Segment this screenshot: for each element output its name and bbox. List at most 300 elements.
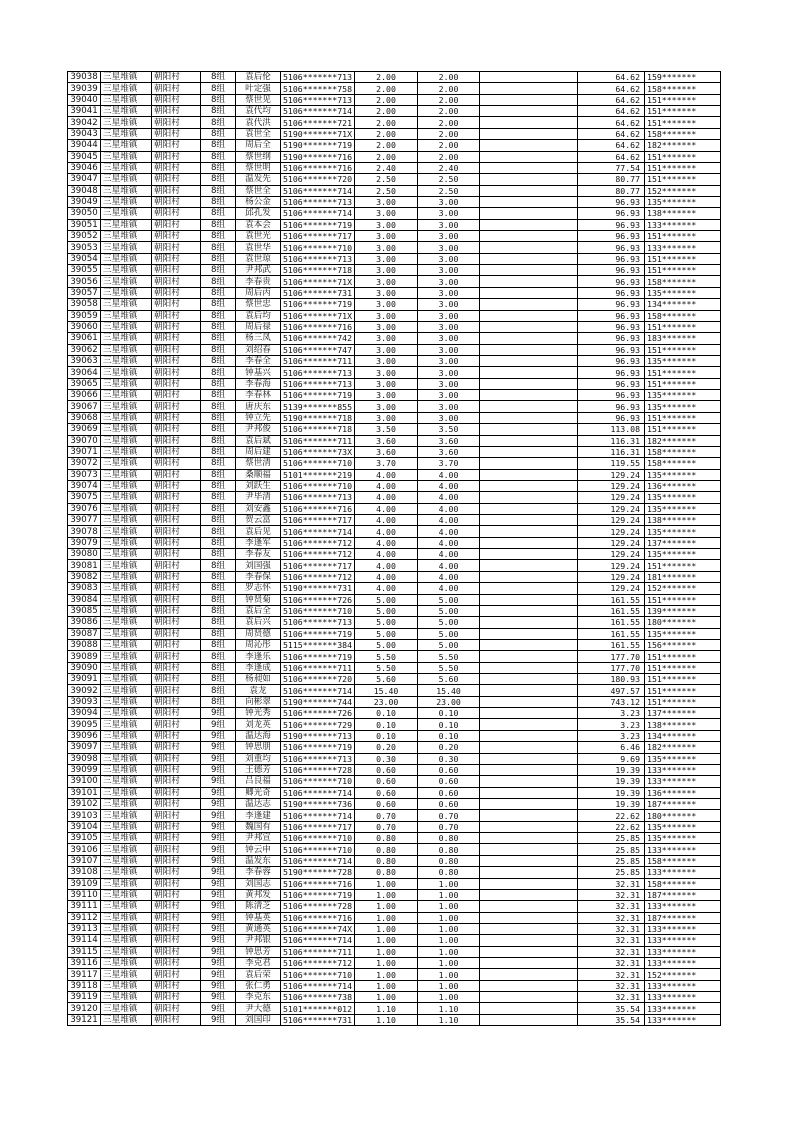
cell-id-number: 5106*******714 (281, 526, 355, 537)
cell-row-number: 39063 (68, 355, 101, 366)
cell-phone: 133******* (645, 958, 721, 969)
cell-town: 三星堆镇 (101, 651, 152, 662)
cell-village: 朝阳村 (152, 185, 201, 196)
cell-town: 三星堆镇 (101, 276, 152, 287)
cell-town: 三星堆镇 (101, 458, 152, 469)
table-row (68, 958, 721, 969)
cell-area-a: 1.10 (355, 1014, 418, 1025)
cell-amount: 96.93 (578, 265, 645, 276)
cell-group: 8组 (201, 526, 236, 537)
table-row (68, 799, 721, 810)
cell-area-a: 3.00 (355, 321, 418, 332)
cell-amount: 64.62 (578, 72, 645, 83)
cell-amount: 129.24 (578, 571, 645, 582)
table-row (68, 503, 721, 514)
cell-phone: 151******* (645, 94, 721, 105)
cell-amount: 129.24 (578, 549, 645, 560)
table-row (68, 196, 721, 207)
cell-id-number: 5106*******714 (281, 935, 355, 946)
cell-town: 三星堆镇 (101, 265, 152, 276)
cell-blank (480, 128, 578, 139)
cell-id-number: 5106*******713 (281, 94, 355, 105)
cell-id-number: 5106*******714 (281, 810, 355, 821)
cell-group: 9组 (201, 867, 236, 878)
cell-area-a: 3.00 (355, 355, 418, 366)
cell-blank (480, 719, 578, 730)
cell-town: 三星堆镇 (101, 980, 152, 991)
cell-village: 朝阳村 (152, 469, 201, 480)
cell-amount: 743.12 (578, 696, 645, 707)
cell-area-a: 3.00 (355, 231, 418, 242)
cell-blank (480, 821, 578, 832)
cell-village: 朝阳村 (152, 889, 201, 900)
cell-town: 三星堆镇 (101, 946, 152, 957)
cell-id-number: 5190*******713 (281, 730, 355, 741)
cell-id-number: 5106*******710 (281, 844, 355, 855)
cell-town: 三星堆镇 (101, 662, 152, 673)
cell-row-number: 39085 (68, 605, 101, 616)
cell-town: 三星堆镇 (101, 776, 152, 787)
cell-amount: 96.93 (578, 276, 645, 287)
cell-area-b: 3.00 (418, 265, 480, 276)
cell-amount: 64.62 (578, 117, 645, 128)
cell-id-number: 5106*******721 (281, 117, 355, 128)
cell-area-a: 3.00 (355, 242, 418, 253)
cell-name: 向彬翠 (236, 696, 281, 707)
cell-phone: 159******* (645, 72, 721, 83)
cell-group: 8组 (201, 446, 236, 457)
cell-blank (480, 83, 578, 94)
cell-id-number: 5106*******719 (281, 299, 355, 310)
table-row (68, 208, 721, 219)
cell-amount: 19.39 (578, 776, 645, 787)
cell-id-number: 5106*******710 (281, 480, 355, 491)
cell-phone: 151******* (645, 367, 721, 378)
cell-area-a: 1.00 (355, 878, 418, 889)
cell-amount: 113.08 (578, 424, 645, 435)
cell-phone: 151******* (645, 651, 721, 662)
cell-row-number: 39055 (68, 265, 101, 276)
cell-name: 周沁彤 (236, 639, 281, 650)
cell-blank (480, 776, 578, 787)
cell-area-b: 2.40 (418, 162, 480, 173)
cell-town: 三星堆镇 (101, 583, 152, 594)
cell-phone: 135******* (645, 287, 721, 298)
cell-town: 三星堆镇 (101, 696, 152, 707)
cell-amount: 35.54 (578, 1003, 645, 1014)
cell-area-a: 3.00 (355, 401, 418, 412)
cell-id-number: 5190*******731 (281, 583, 355, 594)
cell-area-b: 0.80 (418, 855, 480, 866)
table-row (68, 128, 721, 139)
cell-area-a: 0.80 (355, 844, 418, 855)
cell-blank (480, 696, 578, 707)
cell-town: 三星堆镇 (101, 628, 152, 639)
cell-row-number: 39052 (68, 231, 101, 242)
cell-village: 朝阳村 (152, 344, 201, 355)
cell-area-b: 5.00 (418, 617, 480, 628)
cell-village: 朝阳村 (152, 867, 201, 878)
cell-phone: 151******* (645, 696, 721, 707)
cell-group: 8组 (201, 594, 236, 605)
cell-id-number: 5106*******718 (281, 265, 355, 276)
table-row (68, 639, 721, 650)
cell-blank (480, 355, 578, 366)
cell-amount: 161.55 (578, 605, 645, 616)
cell-area-b: 2.50 (418, 185, 480, 196)
cell-group: 8组 (201, 151, 236, 162)
cell-name: 温达志 (236, 799, 281, 810)
cell-group: 8组 (201, 378, 236, 389)
cell-group: 8组 (201, 662, 236, 673)
cell-area-a: 0.80 (355, 855, 418, 866)
cell-group: 9组 (201, 935, 236, 946)
cell-id-number: 5106*******713 (281, 196, 355, 207)
cell-area-b: 4.00 (418, 526, 480, 537)
cell-town: 三星堆镇 (101, 912, 152, 923)
cell-blank (480, 526, 578, 537)
cell-name: 张仁勇 (236, 980, 281, 991)
cell-row-number: 39114 (68, 935, 101, 946)
cell-town: 三星堆镇 (101, 321, 152, 332)
cell-phone: 180******* (645, 810, 721, 821)
cell-row-number: 39058 (68, 299, 101, 310)
cell-row-number: 39074 (68, 480, 101, 491)
cell-name: 李克君 (236, 958, 281, 969)
cell-blank (480, 446, 578, 457)
cell-name: 袁代均 (236, 106, 281, 117)
table-row (68, 287, 721, 298)
table-row (68, 537, 721, 548)
table-row (68, 515, 721, 526)
cell-town: 三星堆镇 (101, 764, 152, 775)
cell-row-number: 39102 (68, 799, 101, 810)
table-row (68, 583, 721, 594)
cell-area-b: 4.00 (418, 469, 480, 480)
cell-village: 朝阳村 (152, 196, 201, 207)
cell-town: 三星堆镇 (101, 196, 152, 207)
cell-area-b: 2.00 (418, 106, 480, 117)
cell-town: 三星堆镇 (101, 117, 152, 128)
cell-area-a: 3.00 (355, 265, 418, 276)
cell-id-number: 5106*******718 (281, 424, 355, 435)
cell-town: 三星堆镇 (101, 821, 152, 832)
cell-phone: 158******* (645, 310, 721, 321)
cell-phone: 133******* (645, 764, 721, 775)
cell-group: 9组 (201, 1014, 236, 1025)
cell-area-b: 3.00 (418, 242, 480, 253)
cell-area-b: 5.50 (418, 662, 480, 673)
cell-phone: 151******* (645, 321, 721, 332)
cell-blank (480, 458, 578, 469)
cell-town: 三星堆镇 (101, 344, 152, 355)
cell-row-number: 39067 (68, 401, 101, 412)
cell-village: 朝阳村 (152, 265, 201, 276)
cell-amount: 25.85 (578, 867, 645, 878)
cell-row-number: 39099 (68, 764, 101, 775)
cell-blank (480, 571, 578, 582)
cell-row-number: 39108 (68, 867, 101, 878)
cell-village: 朝阳村 (152, 674, 201, 685)
cell-id-number: 5106*******712 (281, 549, 355, 560)
cell-group: 9组 (201, 753, 236, 764)
cell-village: 朝阳村 (152, 492, 201, 503)
cell-name: 袁本会 (236, 219, 281, 230)
cell-amount: 129.24 (578, 526, 645, 537)
cell-id-number: 5106*******716 (281, 503, 355, 514)
cell-town: 三星堆镇 (101, 844, 152, 855)
cell-village: 朝阳村 (152, 844, 201, 855)
cell-area-a: 5.50 (355, 662, 418, 673)
cell-amount: 116.31 (578, 435, 645, 446)
cell-area-a: 4.00 (355, 503, 418, 514)
cell-town: 三星堆镇 (101, 958, 152, 969)
cell-area-a: 4.00 (355, 469, 418, 480)
table-row (68, 401, 721, 412)
cell-id-number: 5106*******731 (281, 1014, 355, 1025)
cell-row-number: 39097 (68, 742, 101, 753)
cell-row-number: 39069 (68, 424, 101, 435)
cell-amount: 96.93 (578, 196, 645, 207)
table-row (68, 458, 721, 469)
cell-group: 9组 (201, 730, 236, 741)
cell-area-a: 5.50 (355, 651, 418, 662)
cell-area-a: 3.00 (355, 412, 418, 423)
cell-area-a: 3.60 (355, 446, 418, 457)
cell-phone: 136******* (645, 787, 721, 798)
cell-id-number: 5106*******710 (281, 242, 355, 253)
cell-amount: 96.93 (578, 390, 645, 401)
cell-name: 李春贵 (236, 276, 281, 287)
cell-name: 尹邦银 (236, 935, 281, 946)
cell-town: 三星堆镇 (101, 594, 152, 605)
cell-town: 三星堆镇 (101, 310, 152, 321)
cell-name: 温发东 (236, 855, 281, 866)
cell-blank (480, 242, 578, 253)
cell-area-b: 0.80 (418, 844, 480, 855)
cell-name: 蔡世见 (236, 94, 281, 105)
data-table (67, 71, 721, 1026)
cell-town: 三星堆镇 (101, 605, 152, 616)
cell-amount: 9.69 (578, 753, 645, 764)
cell-phone: 151******* (645, 662, 721, 673)
cell-blank (480, 867, 578, 878)
cell-village: 朝阳村 (152, 72, 201, 83)
cell-blank (480, 321, 578, 332)
cell-blank (480, 401, 578, 412)
cell-blank (480, 708, 578, 719)
cell-area-a: 3.00 (355, 367, 418, 378)
cell-group: 8组 (201, 515, 236, 526)
cell-blank (480, 162, 578, 173)
cell-id-number: 5106*******712 (281, 571, 355, 582)
cell-area-b: 4.00 (418, 583, 480, 594)
cell-name: 袁世琼 (236, 253, 281, 264)
cell-phone: 135******* (645, 196, 721, 207)
cell-area-a: 4.00 (355, 515, 418, 526)
cell-name: 钟云申 (236, 844, 281, 855)
cell-town: 三星堆镇 (101, 162, 152, 173)
cell-name: 李逢建 (236, 810, 281, 821)
cell-id-number: 5106*******728 (281, 901, 355, 912)
cell-village: 朝阳村 (152, 128, 201, 139)
cell-name: 李春保 (236, 571, 281, 582)
cell-group: 8组 (201, 469, 236, 480)
cell-phone: 134******* (645, 730, 721, 741)
cell-town: 三星堆镇 (101, 992, 152, 1003)
cell-village: 朝阳村 (152, 685, 201, 696)
table-row (68, 526, 721, 537)
cell-row-number: 39110 (68, 889, 101, 900)
cell-row-number: 39062 (68, 344, 101, 355)
cell-row-number: 39109 (68, 878, 101, 889)
cell-town: 三星堆镇 (101, 799, 152, 810)
cell-blank (480, 117, 578, 128)
cell-area-b: 2.00 (418, 117, 480, 128)
cell-amount: 96.93 (578, 242, 645, 253)
cell-amount: 3.23 (578, 730, 645, 741)
cell-row-number: 39051 (68, 219, 101, 230)
cell-row-number: 39101 (68, 787, 101, 798)
cell-town: 三星堆镇 (101, 810, 152, 821)
cell-id-number: 5106*******713 (281, 72, 355, 83)
cell-village: 朝阳村 (152, 242, 201, 253)
cell-village: 朝阳村 (152, 560, 201, 571)
cell-area-b: 0.60 (418, 776, 480, 787)
cell-group: 9组 (201, 923, 236, 934)
cell-village: 朝阳村 (152, 435, 201, 446)
table-row (68, 333, 721, 344)
cell-row-number: 39116 (68, 958, 101, 969)
cell-amount: 96.93 (578, 355, 645, 366)
cell-phone: 158******* (645, 855, 721, 866)
table-row (68, 1003, 721, 1014)
cell-area-b: 1.00 (418, 992, 480, 1003)
cell-name: 桑顺福 (236, 469, 281, 480)
cell-town: 三星堆镇 (101, 549, 152, 560)
cell-area-b: 5.60 (418, 674, 480, 685)
cell-village: 朝阳村 (152, 208, 201, 219)
cell-blank (480, 276, 578, 287)
cell-name: 周后全 (236, 140, 281, 151)
cell-amount: 64.62 (578, 106, 645, 117)
cell-blank (480, 594, 578, 605)
cell-area-a: 4.00 (355, 583, 418, 594)
cell-amount: 96.93 (578, 299, 645, 310)
cell-name: 袁后见 (236, 526, 281, 537)
table-row (68, 140, 721, 151)
cell-town: 三星堆镇 (101, 174, 152, 185)
cell-group: 9组 (201, 889, 236, 900)
cell-area-b: 1.00 (418, 969, 480, 980)
table-row (68, 469, 721, 480)
cell-row-number: 39089 (68, 651, 101, 662)
cell-area-b: 3.00 (418, 355, 480, 366)
cell-area-a: 3.00 (355, 287, 418, 298)
table-row (68, 435, 721, 446)
cell-name: 尹毕清 (236, 492, 281, 503)
cell-blank (480, 992, 578, 1003)
cell-amount: 96.93 (578, 219, 645, 230)
cell-village: 朝阳村 (152, 117, 201, 128)
cell-area-b: 0.10 (418, 708, 480, 719)
cell-blank (480, 72, 578, 83)
table-row (68, 992, 721, 1003)
cell-area-b: 4.00 (418, 571, 480, 582)
cell-id-number: 5106*******710 (281, 833, 355, 844)
cell-row-number: 39115 (68, 946, 101, 957)
cell-row-number: 39072 (68, 458, 101, 469)
cell-blank (480, 662, 578, 673)
cell-area-b: 3.00 (418, 344, 480, 355)
table-row (68, 446, 721, 457)
cell-amount: 161.55 (578, 617, 645, 628)
cell-phone: 182******* (645, 140, 721, 151)
cell-amount: 129.24 (578, 583, 645, 594)
cell-area-a: 1.00 (355, 969, 418, 980)
cell-area-a: 0.20 (355, 742, 418, 753)
cell-village: 朝阳村 (152, 799, 201, 810)
cell-name: 李春全 (236, 355, 281, 366)
cell-town: 三星堆镇 (101, 708, 152, 719)
cell-village: 朝阳村 (152, 810, 201, 821)
cell-town: 三星堆镇 (101, 787, 152, 798)
cell-village: 朝阳村 (152, 219, 201, 230)
cell-phone: 133******* (645, 992, 721, 1003)
cell-area-a: 0.60 (355, 799, 418, 810)
cell-blank (480, 912, 578, 923)
cell-name: 钟光秀 (236, 708, 281, 719)
cell-name: 袁后荣 (236, 969, 281, 980)
cell-village: 朝阳村 (152, 276, 201, 287)
cell-id-number: 5106*******71X (281, 276, 355, 287)
cell-village: 朝阳村 (152, 310, 201, 321)
cell-group: 8组 (201, 185, 236, 196)
cell-area-b: 3.00 (418, 276, 480, 287)
cell-phone: 151******* (645, 265, 721, 276)
cell-row-number: 39118 (68, 980, 101, 991)
cell-village: 朝阳村 (152, 696, 201, 707)
cell-amount: 161.55 (578, 628, 645, 639)
cell-town: 三星堆镇 (101, 367, 152, 378)
cell-id-number: 5106*******742 (281, 333, 355, 344)
table-row (68, 106, 721, 117)
cell-group: 8组 (201, 537, 236, 548)
table-row (68, 117, 721, 128)
cell-area-a: 4.00 (355, 537, 418, 548)
cell-id-number: 5106*******711 (281, 355, 355, 366)
cell-area-b: 1.00 (418, 878, 480, 889)
cell-area-b: 3.60 (418, 446, 480, 457)
cell-group: 8组 (201, 140, 236, 151)
cell-blank (480, 412, 578, 423)
cell-village: 朝阳村 (152, 537, 201, 548)
cell-amount: 25.85 (578, 844, 645, 855)
cell-blank (480, 617, 578, 628)
cell-amount: 119.55 (578, 458, 645, 469)
cell-name: 李逢乐 (236, 651, 281, 662)
cell-town: 三星堆镇 (101, 390, 152, 401)
cell-area-a: 0.30 (355, 753, 418, 764)
cell-area-b: 3.50 (418, 424, 480, 435)
cell-town: 三星堆镇 (101, 231, 152, 242)
cell-group: 9组 (201, 776, 236, 787)
cell-area-a: 0.60 (355, 764, 418, 775)
cell-phone: 151******* (645, 560, 721, 571)
cell-area-b: 1.00 (418, 935, 480, 946)
cell-name: 刘跃生 (236, 480, 281, 491)
table-row (68, 378, 721, 389)
